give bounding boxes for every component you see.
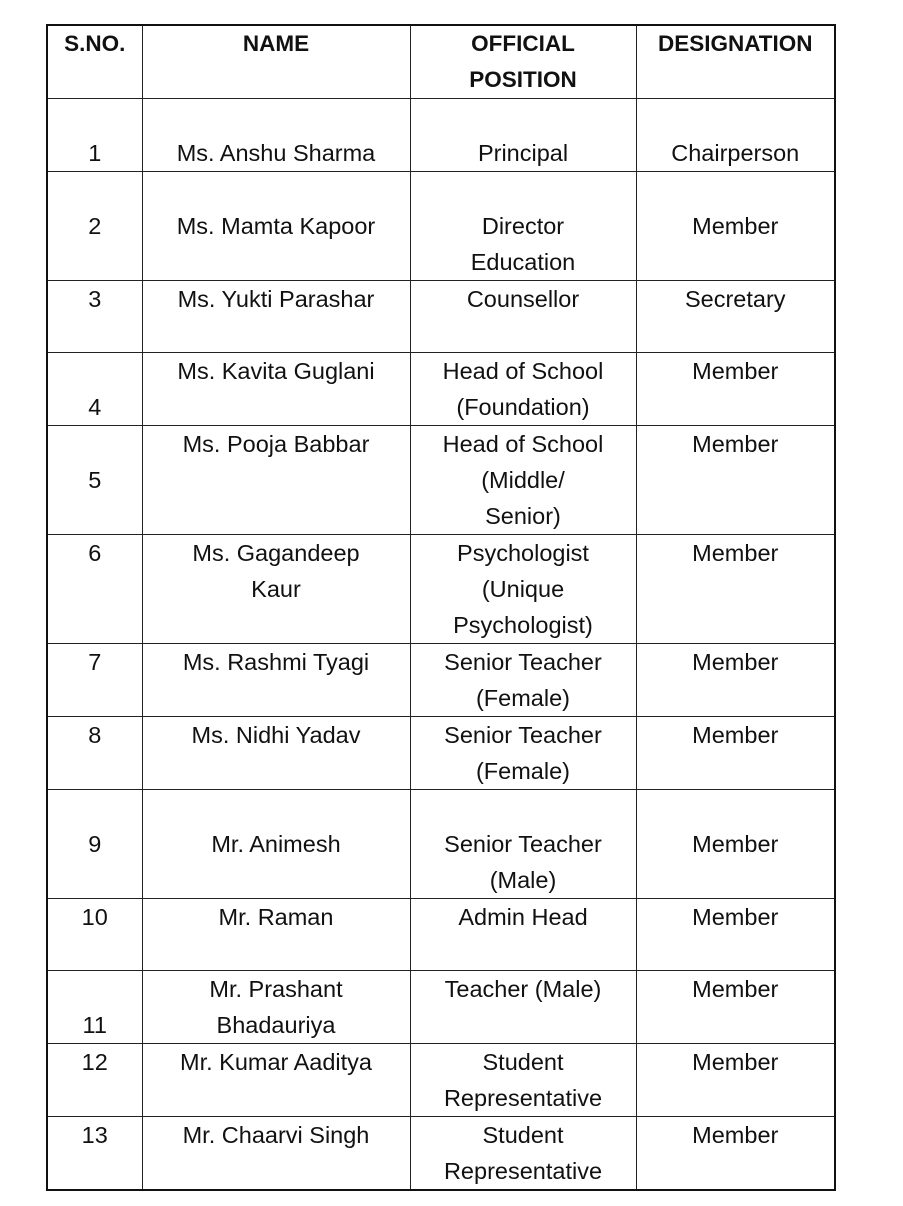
designation-cell: [636, 790, 835, 899]
official-position-text: Counsellor: [466, 286, 580, 312]
table-row: [47, 644, 835, 717]
official-position-cell: [410, 353, 636, 426]
official-position-text: Head of School: [442, 431, 604, 457]
designation-cell: [636, 717, 835, 790]
designation-cell: [636, 899, 835, 971]
name-text: Bhadauriya: [216, 1012, 336, 1038]
name-text: Ms. Anshu Sharma: [176, 140, 376, 166]
sno-cell: [47, 644, 142, 717]
sno-cell: [47, 99, 142, 172]
official-position-cell: [410, 281, 636, 353]
name-cell: [142, 971, 410, 1044]
sno-cell: [47, 1044, 142, 1117]
official-position-text: Senior Teacher: [444, 722, 602, 748]
table-row: [47, 281, 835, 353]
name-cell: [142, 790, 410, 899]
name-text: Mr. Chaarvi Singh: [182, 1122, 370, 1148]
name-text: Mr. Raman: [218, 904, 334, 930]
designation-cell: [636, 353, 835, 426]
sno-text: 1: [88, 140, 102, 166]
table-row: [47, 1117, 835, 1191]
header-position-line: OFFICIAL: [471, 31, 575, 56]
designation-text: Member: [692, 976, 779, 1002]
official-position-text: (Female): [475, 758, 570, 784]
table-row: [47, 535, 835, 644]
official-position-cell: [410, 1044, 636, 1117]
name-cell: [142, 99, 410, 172]
header-row: [47, 25, 835, 99]
designation-text: Member: [692, 540, 779, 566]
name-cell: [142, 717, 410, 790]
name-text: Mr. Animesh: [211, 831, 341, 857]
official-position-text: Senior Teacher: [444, 649, 602, 675]
sno-cell: [47, 535, 142, 644]
official-position-text: Admin Head: [458, 904, 588, 930]
designation-text: Member: [692, 649, 779, 675]
designation-cell: [636, 1117, 835, 1191]
sno-text: 3: [88, 286, 102, 312]
table-row: [47, 426, 835, 535]
sno-cell: [47, 899, 142, 971]
designation-text: Secretary: [684, 286, 786, 312]
designation-text: Member: [692, 1049, 779, 1075]
name-text: Ms. Mamta Kapoor: [176, 213, 376, 239]
sno-cell: [47, 717, 142, 790]
designation-text: Chairperson: [671, 140, 800, 166]
name-cell: [142, 426, 410, 535]
table-row: [47, 1044, 835, 1117]
official-position-text: Senior Teacher: [444, 831, 602, 857]
table-row: [47, 353, 835, 426]
sno-text: 6: [88, 540, 102, 566]
designation-cell: [636, 535, 835, 644]
sno-cell: [47, 353, 142, 426]
sno-text: 11: [82, 1012, 107, 1038]
name-text: Kaur: [251, 576, 301, 602]
designation-text: Member: [692, 431, 779, 457]
table-row: [47, 172, 835, 281]
official-position-text: Senior): [485, 503, 561, 529]
official-position-cell: [410, 99, 636, 172]
table-row: [47, 717, 835, 790]
official-position-text: Education: [470, 249, 576, 275]
header-name: NAME: [142, 25, 410, 99]
official-position-text: Psychologist: [457, 540, 589, 566]
sno-cell: [47, 281, 142, 353]
name-cell: [142, 899, 410, 971]
header-official-position: [410, 25, 636, 99]
sno-cell: [47, 790, 142, 899]
name-text: Mr. Kumar Aaditya: [180, 1049, 372, 1075]
name-text: Ms. Rashmi Tyagi: [182, 649, 370, 675]
designation-text: Member: [692, 358, 779, 384]
name-text: Mr. Prashant: [209, 976, 343, 1002]
sno-text: 9: [88, 831, 102, 857]
designation-text: Member: [692, 722, 779, 748]
official-position-text: Student: [482, 1122, 564, 1148]
official-position-cell: [410, 899, 636, 971]
name-text: Ms. Gagandeep: [192, 540, 360, 566]
table-row: [47, 790, 835, 899]
sno-text: 13: [81, 1122, 108, 1148]
official-position-cell: [410, 971, 636, 1044]
name-text: Ms. Kavita Guglani: [177, 358, 375, 384]
designation-cell: [636, 971, 835, 1044]
name-cell: [142, 281, 410, 353]
official-position-text: Representative: [443, 1158, 603, 1184]
name-cell: [142, 353, 410, 426]
designation-cell: [636, 644, 835, 717]
official-position-text: Teacher (Male): [444, 976, 602, 1002]
sno-text: 5: [88, 467, 102, 493]
table-row: [47, 899, 835, 971]
sno-text: 10: [81, 904, 108, 930]
official-position-cell: [410, 717, 636, 790]
name-cell: [142, 535, 410, 644]
name-cell: [142, 1044, 410, 1117]
official-position-text: (Male): [489, 867, 557, 893]
official-position-text: (Middle/: [481, 467, 565, 493]
header-sno: S.NO.: [47, 25, 142, 99]
official-position-text: (Unique: [481, 576, 565, 602]
official-position-text: Principal: [477, 140, 569, 166]
sno-cell: [47, 971, 142, 1044]
official-position-cell: [410, 426, 636, 535]
designation-text: Member: [692, 904, 779, 930]
designation-cell: [636, 99, 835, 172]
official-position-text: (Foundation): [456, 394, 590, 420]
sno-text: 4: [88, 394, 102, 420]
designation-cell: [636, 1044, 835, 1117]
official-position-text: Student: [482, 1049, 564, 1075]
designation-cell: [636, 172, 835, 281]
official-position-text: (Female): [475, 685, 570, 711]
table-row: [47, 99, 835, 172]
table-row: [47, 971, 835, 1044]
name-text: Ms. Yukti Parashar: [177, 286, 375, 312]
name-text: Ms. Nidhi Yadav: [191, 722, 361, 748]
designation-cell: [636, 281, 835, 353]
name-cell: [142, 644, 410, 717]
designation-text: Member: [692, 1122, 779, 1148]
sno-text: 12: [81, 1049, 108, 1075]
sno-text: 2: [88, 213, 102, 239]
name-text: Ms. Pooja Babbar: [182, 431, 370, 457]
sno-text: 7: [88, 649, 102, 675]
official-position-cell: [410, 1117, 636, 1191]
sno-cell: [47, 172, 142, 281]
official-position-text: Head of School: [442, 358, 604, 384]
official-position-text: Psychologist): [453, 612, 593, 638]
official-position-cell: [410, 172, 636, 281]
table-body: [47, 99, 835, 1191]
designation-cell: [636, 426, 835, 535]
official-position-cell: [410, 790, 636, 899]
sno-text: 8: [88, 722, 102, 748]
designation-text: Member: [692, 831, 779, 857]
name-cell: [142, 172, 410, 281]
sno-cell: [47, 426, 142, 535]
name-cell: [142, 1117, 410, 1191]
official-position-cell: [410, 644, 636, 717]
sno-cell: [47, 1117, 142, 1191]
official-position-text: Director: [481, 213, 565, 239]
header-position-line: POSITION: [469, 67, 577, 92]
official-position-text: Representative: [443, 1085, 603, 1111]
official-position-cell: [410, 535, 636, 644]
committee-table: [46, 24, 836, 1191]
designation-text: Member: [692, 213, 779, 239]
header-designation: DESIGNATION: [636, 25, 835, 99]
